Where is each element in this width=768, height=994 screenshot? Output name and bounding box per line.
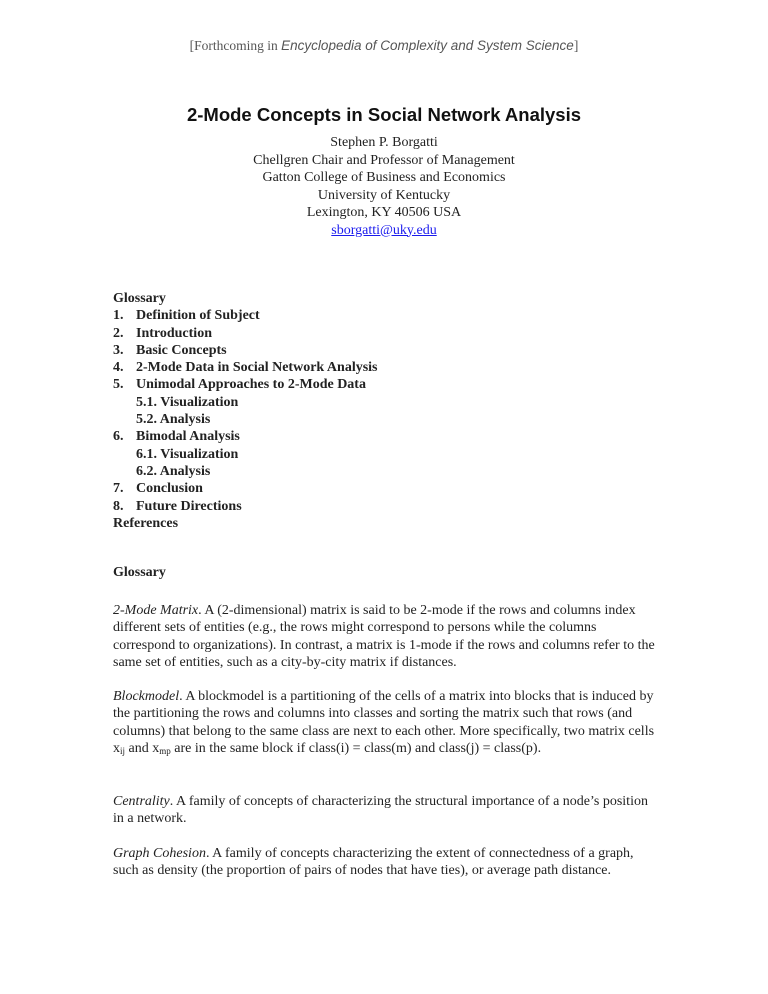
glossary-entry-blockmodel: Blockmodel. A blockmodel is a partitioning of the cells of a matrix into blocks that is induced by the partitioning the rows and columns into classes and sorting the matrix such that rows (and columns) that belong to the same class are next to each other. More specifically, two matrix cells $x_{ij}$ and $x_{mp}$ are in the same block if class(i) = class(m) and class(j) = class(p). (113, 689, 655, 756)
toc-item-bimodal-analysis: 6.2. Analysis (136, 463, 211, 479)
author-address: Lexington, KY 40506 USA (306, 205, 462, 220)
toc-item-references: References (113, 515, 179, 531)
toc-item-unimodal: 5. Unimodal Approaches to 2-Mode Data (113, 377, 366, 393)
glossary-term: Graph Cohesion (113, 846, 206, 861)
glossary-definition: . A family of concepts of characterizing the structural importance of a node’s position in a network. (113, 794, 648, 827)
toc-item-2mode-data: 4. 2-Mode Data in Social Network Analysis (113, 360, 378, 376)
glossary-entry-centrality (113, 793, 658, 828)
toc-item-glossary: Glossary (113, 291, 166, 306)
glossary-definition: . A family of concepts characterizing the extent of connectedness of a graph, such as density (the proportion of pairs of nodes that have ties), or average path distance. (113, 846, 634, 879)
running-head-venue: Encyclopedia of Complexity and System Science (281, 38, 574, 53)
toc-item-conclusion: 7. Conclusion (113, 481, 203, 497)
author-email-link[interactable]: sborgatti@uky.edu (331, 222, 437, 238)
glossary-entry-2mode-matrix (113, 602, 658, 671)
table-of-contents (113, 290, 378, 532)
toc-item-definition: 1. Definition of Subject (113, 308, 260, 324)
running-head-prefix: [Forthcoming in (189, 38, 282, 53)
paper-title: 2-Mode Concepts in Social Network Analysis (186, 104, 582, 125)
running-head-suffix: ] (573, 38, 579, 53)
author-position: Chellgren Chair and Professor of Management (253, 152, 515, 168)
glossary-term: Blockmodel (113, 689, 180, 704)
glossary-definition: . A (2-dimensional) matrix is said to be 2-mode if the rows and columns index different sets of entities (e.g., the rows might correspond to persons while the columns correspond to organizations). In contrast, a matrix is 1-mode if the rows and columns refer to the same set of entities, such as a city-by-city matrix if distances. (113, 603, 655, 670)
toc-item-future-directions: 8. Future Directions (113, 498, 242, 514)
glossary-heading: Glossary (113, 565, 166, 580)
glossary-term: 2-Mode Matrix (113, 603, 199, 618)
author-college: Gatton College of Business and Economics (262, 170, 506, 185)
toc-item-bimodal: 6. Bimodal Analysis (113, 429, 240, 445)
author-university: University of Kentucky (317, 187, 451, 203)
glossary-term: Centrality (113, 794, 170, 809)
author-name: Stephen P. Borgatti (330, 135, 438, 150)
toc-item-bimodal-visualization: 6.1. Visualization (136, 446, 239, 462)
author-block (0, 134, 768, 239)
running-head (0, 38, 768, 54)
toc-item-basic-concepts: 3. Basic Concepts (113, 342, 227, 358)
glossary-entry-graph-cohesion (113, 845, 658, 880)
toc-item-unimodal-analysis: 5.2. Analysis (136, 412, 211, 428)
toc-item-unimodal-visualization: 5.1. Visualization (136, 394, 239, 410)
toc-item-introduction: 2. Introduction (113, 325, 212, 341)
